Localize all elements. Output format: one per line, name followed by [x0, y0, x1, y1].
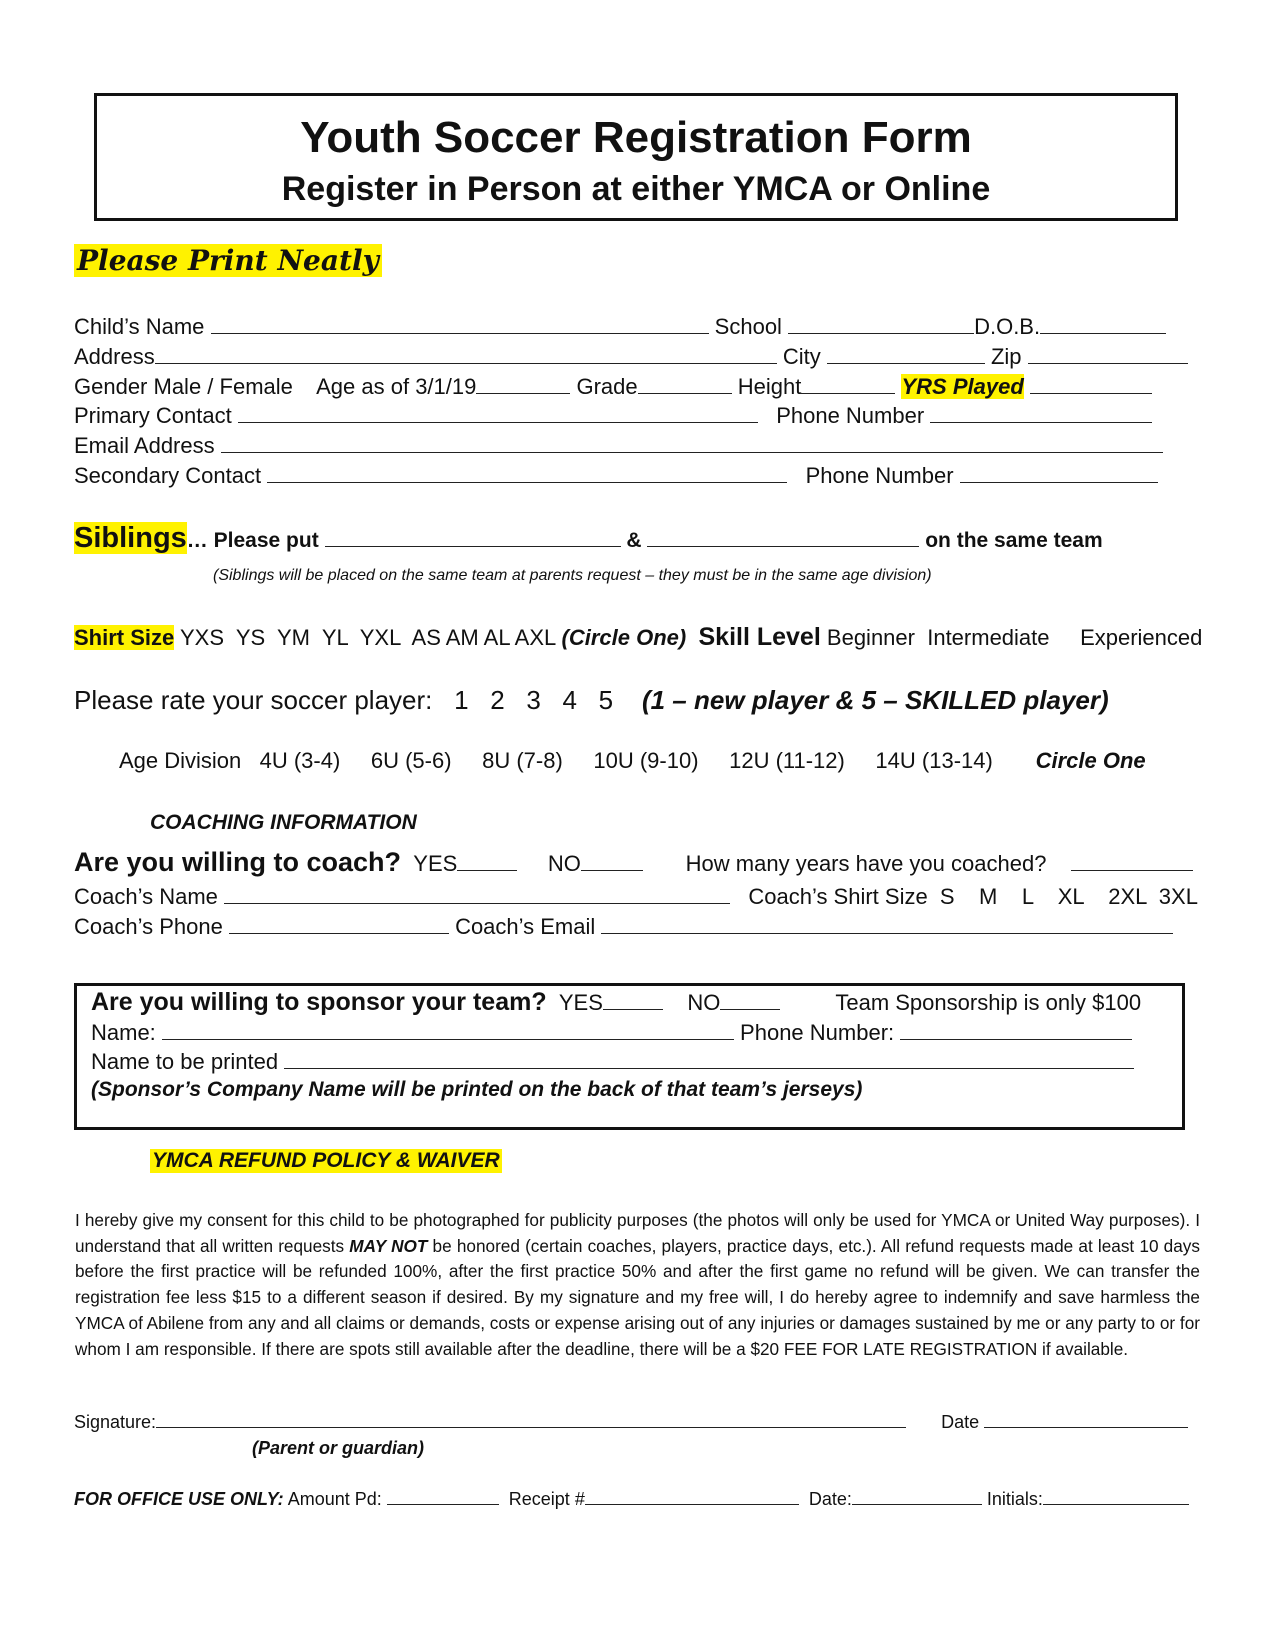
siblings-row	[74, 522, 1103, 555]
skill-beginner[interactable]: Beginner	[826, 625, 915, 650]
refund-heading: YMCA REFUND POLICY & WAIVER	[152, 1149, 500, 1172]
phone-number-label: Phone Number	[776, 403, 925, 428]
siblings-label: Siblings	[74, 522, 187, 554]
coach-question: Are you willing to coach?	[74, 847, 402, 877]
sponsor-note: (Sponsor’s Company Name will be printed on the back of that team’s jerseys)	[91, 1078, 863, 1101]
age-option-6u[interactable]: 6U (5-6)	[370, 748, 452, 773]
parent-guardian-note: (Parent or guardian)	[252, 1438, 425, 1458]
waiver-text-1: I hereby give my consent for this child to be photographed for publicity purposes (the photos will only be used for YMCA or United Way purposes). I understand that all written requests	[75, 1210, 1200, 1256]
office-use-row	[74, 1488, 1189, 1510]
secondary-contact-row	[74, 461, 1158, 491]
signature-row	[74, 1411, 1188, 1433]
form-subtitle: Register in Person at either YMCA or Online	[281, 170, 991, 208]
dob-input[interactable]	[1040, 313, 1166, 334]
office-use-label: FOR OFFICE USE ONLY:	[74, 1489, 284, 1509]
age-option-10u[interactable]: 10U (9-10)	[593, 748, 699, 773]
name-printed-input[interactable]	[284, 1048, 1134, 1069]
coach-phone-label: Coach’s Phone	[74, 914, 223, 939]
zip-label: Zip	[990, 344, 1022, 369]
coach-yes-label: YES	[413, 851, 458, 876]
name-printed-label: Name to be printed	[91, 1049, 279, 1074]
childs-name-input[interactable]	[211, 313, 709, 334]
yrs-played-input[interactable]	[1030, 373, 1152, 394]
sibling-1-input[interactable]	[325, 526, 621, 547]
coach-email-label: Coach’s Email	[455, 914, 596, 939]
sponsor-phone-input[interactable]	[900, 1019, 1132, 1040]
coach-no-input[interactable]	[581, 850, 643, 871]
city-input[interactable]	[827, 343, 985, 364]
initials-input[interactable]	[1043, 1488, 1189, 1505]
address-input[interactable]	[155, 343, 777, 364]
age-option-14u[interactable]: 14U (13-14)	[875, 748, 993, 773]
signature-date-input[interactable]	[984, 1411, 1188, 1428]
sponsor-name-input[interactable]	[162, 1019, 734, 1040]
height-input[interactable]	[801, 373, 895, 394]
siblings-amp: &	[626, 529, 642, 552]
sponsor-printed-row	[91, 1047, 1134, 1077]
school-label: School	[714, 314, 782, 339]
phone-number-2-label: Phone Number	[805, 463, 954, 488]
gender-label[interactable]: Gender Male / Female	[74, 374, 293, 399]
age-input[interactable]	[476, 373, 570, 394]
secondary-contact-input[interactable]	[267, 462, 787, 483]
age-option-12u[interactable]: 12U (11-12)	[729, 748, 845, 773]
skill-experienced[interactable]: Experienced	[1080, 625, 1203, 650]
email-address-label: Email Address	[74, 433, 215, 458]
amount-paid-input[interactable]	[387, 1488, 499, 1505]
grade-label: Grade	[576, 374, 638, 399]
signature-label: Signature:	[74, 1412, 157, 1432]
city-label: City	[782, 344, 821, 369]
form-title: Youth Soccer Registration Form	[300, 113, 972, 162]
coach-email-input[interactable]	[601, 913, 1173, 934]
sponsor-yes-input[interactable]	[603, 989, 663, 1010]
age-division-label: Age Division	[119, 748, 242, 773]
age-option-8u[interactable]: 8U (7-8)	[482, 748, 563, 773]
address-label: Address	[74, 344, 155, 369]
coach-shirt-size[interactable]: Coach’s Shirt Size S M L XL 2XL 3XL	[748, 884, 1198, 909]
rating-prompt: Please rate your soccer player:	[74, 685, 433, 715]
coach-name-row	[74, 882, 1198, 912]
please-print-neatly: Please Print Neatly	[74, 244, 382, 277]
amount-paid-label: Amount Pd:	[287, 1489, 382, 1509]
coach-question-row	[74, 847, 1193, 879]
waiver-text-2: be honored (certain coaches, players, practice days, etc.). All refund requests made at least 10 days before the first practice will be refunded 100%, after the first practice 50% and after the first game no refund will be given. We can transfer the registration fee less $15 to a different season if desired. By my signature and my free will, I do hereby agree to indemnify and save harmless the YMCA of Abilene from any and all claims or demands, costs or expense arising out of any injuries or damages sustained by me or any party to or for whom I am responsible. If there are spots still available after the deadline, there will be a $20 FEE FOR LATE REGISTRATION if available.	[75, 1235, 1200, 1359]
coach-name-input[interactable]	[224, 883, 730, 904]
sponsor-question: Are you willing to sponsor your team?	[91, 988, 547, 1016]
phone-number-input[interactable]	[930, 402, 1152, 423]
zip-input[interactable]	[1028, 343, 1188, 364]
coach-no-label: NO	[547, 851, 581, 876]
siblings-ellipsis: …	[186, 529, 208, 552]
coach-contact-row	[74, 912, 1173, 942]
email-address-input[interactable]	[221, 432, 1163, 453]
sponsor-name-label: Name:	[91, 1020, 156, 1045]
sponsor-price: Team Sponsorship is only $100	[835, 990, 1142, 1015]
rating-row	[74, 684, 1109, 716]
sponsor-phone-label: Phone Number:	[740, 1020, 895, 1045]
age-as-of-label: Age as of 3/1/19	[316, 374, 477, 399]
years-coached-label: How many years have you coached?	[685, 851, 1047, 876]
skill-level-label: Skill Level	[698, 623, 821, 651]
age-option-4u[interactable]: 4U (3-4)	[259, 748, 341, 773]
office-date-label: Date:	[808, 1489, 852, 1509]
coach-yes-input[interactable]	[457, 850, 517, 871]
secondary-contact-label: Secondary Contact	[74, 463, 262, 488]
primary-contact-input[interactable]	[238, 402, 758, 423]
rating-scale[interactable]: 1 2 3 4 5	[454, 685, 614, 715]
signature-date-label: Date	[941, 1412, 980, 1432]
sponsor-name-row	[91, 1018, 1132, 1048]
dob-label: D.O.B.	[974, 314, 1041, 339]
shirt-circle-one: (Circle One)	[561, 625, 687, 650]
age-division-row	[119, 746, 1146, 776]
siblings-note: (Siblings will be placed on the same team at parents request – they must be in the same age division)	[213, 567, 932, 584]
phone-number-2-input[interactable]	[960, 462, 1158, 483]
skill-intermediate[interactable]: Intermediate	[927, 625, 1050, 650]
school-input[interactable]	[788, 313, 974, 334]
childs-name-label: Child’s Name	[74, 314, 205, 339]
coach-name-label: Coach’s Name	[74, 884, 218, 909]
email-row	[74, 431, 1163, 461]
age-circle-one: Circle One	[1035, 748, 1146, 773]
sponsor-no-label: NO	[687, 990, 721, 1015]
waiver-paragraph	[75, 1208, 1200, 1362]
shirt-size-label: Shirt Size	[74, 625, 175, 650]
sponsor-yes-label: YES	[558, 990, 603, 1015]
gender-row	[74, 372, 1152, 402]
signature-input[interactable]	[156, 1411, 906, 1428]
grade-input[interactable]	[638, 373, 732, 394]
office-date-input[interactable]	[852, 1488, 982, 1505]
coach-phone-input[interactable]	[229, 913, 449, 934]
sibling-2-input[interactable]	[647, 526, 919, 547]
coaching-heading: COACHING INFORMATION	[150, 811, 417, 834]
sponsor-no-input[interactable]	[720, 989, 780, 1010]
yrs-played-label: YRS Played	[901, 374, 1024, 399]
height-label: Height	[737, 374, 802, 399]
please-put-label: Please put	[213, 529, 319, 552]
title-box	[94, 93, 1178, 221]
waiver-emphasis: MAY NOT	[349, 1235, 428, 1256]
primary-contact-label: Primary Contact	[74, 403, 232, 428]
sponsor-question-row	[91, 987, 1141, 1018]
same-team-label: on the same team	[925, 529, 1103, 552]
receipt-label: Receipt #	[508, 1489, 585, 1509]
years-coached-input[interactable]	[1071, 850, 1193, 871]
shirt-size-options[interactable]: YXS YS YM YL YXL AS AM AL AXL	[179, 625, 556, 650]
child-name-row	[74, 312, 1166, 342]
rating-legend: (1 – new player & 5 – SKILLED player)	[641, 685, 1109, 715]
address-row	[74, 342, 1188, 372]
shirt-size-row	[74, 622, 1202, 653]
receipt-input[interactable]	[585, 1488, 799, 1505]
initials-label: Initials:	[986, 1489, 1043, 1509]
primary-contact-row	[74, 401, 1152, 431]
